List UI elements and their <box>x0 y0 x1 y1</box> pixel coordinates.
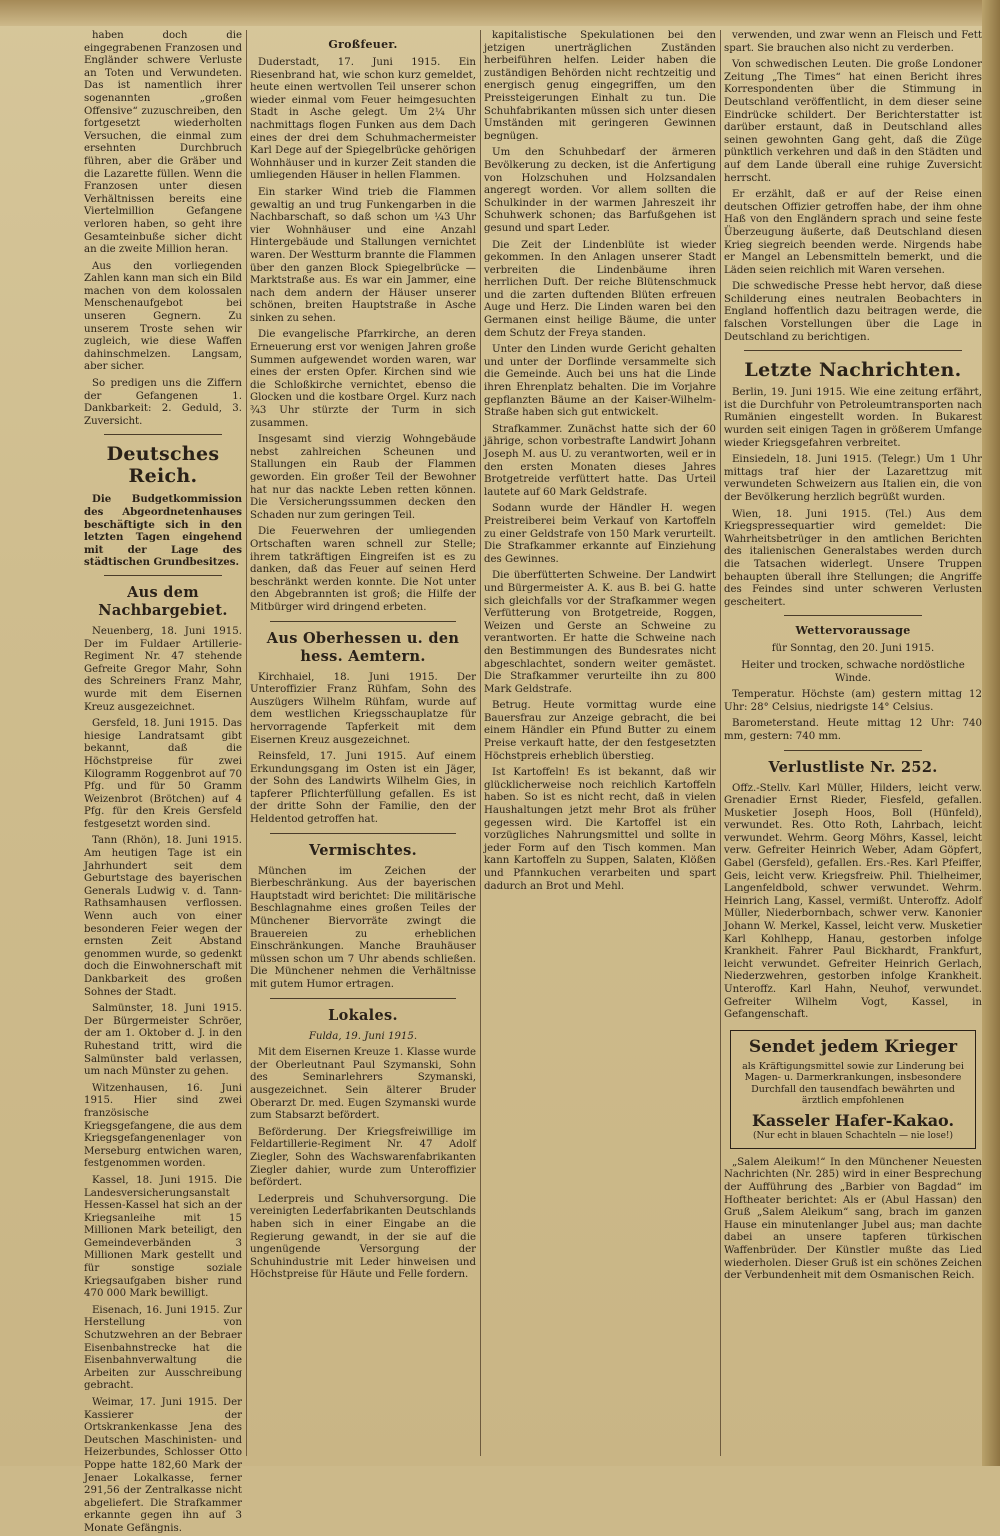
column-2 <box>250 30 476 1458</box>
divider <box>104 575 222 576</box>
column-3 <box>484 30 716 1458</box>
divider <box>744 350 962 351</box>
section-heading-lokales: Lokales. <box>328 1006 398 1024</box>
article-text: Die Feuerwehren der umliegenden Ortschaften waren schnell zur Stelle; ihrem tatkräftigen Eingreifen ist es zu danken, daß das Feuer auf seinen Herd beschränkt werden konnte. Die Not unter den Abgebrannten ist groß; die Hilfe der Mitbürger wird dringend erbeten. <box>250 526 476 613</box>
article-text: Die Zeit der Lindenblüte ist wieder gekommen. In den Anlagen unserer Stadt verbreiten die Lindenbäume ihren herrlichen Duft. Der reiche Blütenschmuck und die zarten duftenden Blüten erfreuen Auge und Herz. Die Linden waren bei den Germanen einst heilige Bäume, die unter dem Schutz der Freya standen. <box>484 239 716 339</box>
article-text: So predigen uns die Ziffern der Gefangenen 1. Dankbarkeit: 2. Geduld, 3. Zuversicht. <box>84 378 242 427</box>
dateline: Fulda, 19. Juni 1915. <box>308 1030 418 1042</box>
article-text: haben doch die eingegrabenen Franzosen und Engländer schwere Verluste an Toten und Verwundeten. Das ist namentlich ihrer sogenannten „großen Offensive“ zuzuschreiben, den fortgesetzt wiederholten Versuchen, die einmal zum ersehnten Durchbruch führen, aber die Gräber und die Lazarette füllen. Wenn die Franzosen unter diesen Verhältnissen bereits eine Viertelmillion Gefangene verloren haben, so geht ihre Gesamteinbuße sicher dicht an die zweite Million heran. <box>84 30 242 256</box>
section-heading-vermischtes: Vermischtes. <box>309 841 417 859</box>
advertisement-hafer-kakao <box>730 1030 976 1149</box>
article-text: kapitalistische Spekulationen bei den jetzigen unerträglichen Zuständen herbeiführen helfen. Leider haben die zuständigen Behörden nicht rechtzeitig und energisch genug eingegriffen, um den Preissteigerungen Einhalt zu tun. Die Schuhfabrikanten müssen sich unter diesen Umständen mit geringeren Gewinnen begnügen. <box>484 30 716 142</box>
section-heading-nachbargebiet: Aus dem Nachbargebiet. <box>98 583 228 619</box>
column-4 <box>724 30 982 1458</box>
article-text: Berlin, 19. Juni 1915. Wie eine zeitung erfährt, ist die Durchfuhr von Petroleumtransporten nach Rumänien eingestellt worden. In Bukarest wurden seit einigen Tagen in größerem Umfange wieder Kriegsgefahren verbreitet. <box>724 387 982 449</box>
article-text: Aus den vorliegenden Zahlen kann man sich ein Bild machen von dem kolossalen Menschenaufgebot bei unseren Gegnern. Zu unserem Troste sehen wir zugleich, wie diese Waffen dahinschmelzen. Langsam, aber sicher. <box>84 260 242 373</box>
ad-body: als Kräftigungsmittel sowie zur Linderung bei Magen- u. Darmerkrankungen, insbesondere Durchfall den tausendfach bewährten und ärztlich empfohlenen <box>742 1060 964 1107</box>
article-text: Kirchhaiel, 18. Juni 1915. Der Unteroffizier Franz Rühfam, Sohn des Auszügers Wilhelm Rühfam, wurde auf dem westlichen Kriegsschauplatze für hervorragende Tapferkeit mit dem Eisernen Kreuz ausgezeichnet. <box>250 671 476 746</box>
section-heading-deutsches-reich: Deutsches Reich. <box>106 443 220 488</box>
article-text: Tann (Rhön), 18. Juni 1915. Am heutigen Tage ist ein Jahrhundert seit dem Geburtstage des bayerischen Generals Ludwig v. d. Tann-Rathsamhausen verflossen. Wenn auch von einer besonderen Feier wegen der ernsten Zeit Abstand genommen wurde, so gedenkt doch die Einwohnerschaft mit Dankbarkeit des großen Sohnes der Stadt. <box>84 835 242 998</box>
article-text: „Salem Aleikum!“ In den Münchener Neuesten Nachrichten (Nr. 285) wird in einer Besprechung der Aufführung des „Barbier von Bagdad“ im Hoftheater berichtet: Als er (Abul Hassan) den Gruß „Salem Aleikum“ sang, brach im ganzen Hause ein minutenlanger Jubel aus; man dachte dabei an unsere tapferen türkischen Waffenbrüder. Der Künstler mußte das Lied wiederholen. Dieser Gruß ist ein schönes Zeichen der Verbundenheit mit dem Osmanischen Reich. <box>724 1156 982 1282</box>
weather-temperature: Temperatur. Höchste (am) gestern mittag 12 Uhr: 28° Celsius, niedrigste 14° Celsius. <box>724 689 982 713</box>
article-text: Von schwedischen Leuten. Die große Londoner Zeitung „The Times“ hat einen Bericht ihres Korrespondenten über die Stimmung in Deutschland veröffentlicht, in dem dieser seine Eindrücke schildert. Der Berichterstatter ist darüber erstaunt, daß in Deutschland alles seinen gewohnten Gang geht, daß die Züge pünktlich verkehren und daß in den Städten und auf dem Lande überall eine ruhige Zuversicht herrscht. <box>724 59 982 184</box>
article-text: Unter den Linden wurde Gericht gehalten und unter der Dorflinde versammelte sich die Gemeinde. Auch bei uns hat die Linde ihren Ehrenplatz behalten. Die im Vorjahre gepflanzten Bäume an der Kaiser-Wilhelm-Straße haben sich gut entwickelt. <box>484 344 716 419</box>
article-text: Ein starker Wind trieb die Flammen gewaltig an und trug Funkengarben in die Nachbarschaft, so daß schon um ¼3 Uhr vier Wohnhäuser und eine Anzahl Hintergebäude und Stallungen vernichtet waren. Der Westturm brannte die Flammen über den ganzen Block Spiegelbrücke — Marktstraße aus. Es war ein Jammer, eine nach dem andern der Häuser unserer schönen, breiten Hauptstraße in Asche sinken zu sehen. <box>250 186 476 324</box>
article-text: Witzenhausen, 16. Juni 1915. Hier sind zwei französische Kriegsgefangene, die aus dem Kriegsgefangenenlager von Merseburg entwichen waren, festgenommen worden. <box>84 1082 242 1170</box>
section-heading-grossfeuer: Großfeuer. <box>328 38 398 51</box>
article-text: Kassel, 18. Juni 1915. Die Landesversicherungsanstalt Hessen-Kassel hat sich an der Kriegsanleihe mit 15 Millionen Mark beteiligt, den Gemeindeverbänden 3 Millionen Mark gestellt und für sonstige soziale Kriegsaufgaben bisher rund 470 000 Mark bewilligt. <box>84 1174 242 1300</box>
article-text: Einsiedeln, 18. Juni 1915. (Telegr.) Um 1 Uhr mittags traf hier der Lazarettzug mit verwundeten Schweizern aus Italien ein, die von der Bevölkerung herzlich begrüßt wurden. <box>724 454 982 503</box>
column-rule <box>480 30 481 1456</box>
article-text: Insgesamt sind vierzig Wohngebäude nebst zahlreichen Scheunen und Stallungen ein Raub der Flammen geworden. Ein großer Teil der Bewohner hat nur das nackte Leben retten können. Die Versicherungssummen decken den Schaden nur zum geringen Teil. <box>250 434 476 521</box>
article-text: Er erzählt, daß er auf der Reise einen deutschen Offizier getroffen habe, der ihm ohne Haß von den Engländern sprach und seine feste Überzeugung äußerte, daß Deutschland diesen Krieg siegreich beenden werde. Nirgends habe er Mangel an Lebensmitteln bemerkt, und die Läden seien reichlich mit Waren versehen. <box>724 189 982 276</box>
page-edge-fold <box>982 0 1000 1466</box>
article-text: Die schwedische Presse hebt hervor, daß diese Schilderung eines neutralen Beobachters in England hoffentlich dazu beitragen werde, die falschen Vorstellungen über die Lage in Deutschland zu berichtigen. <box>724 281 982 343</box>
article-text: Salmünster, 18. Juni 1915. Der Bürgermeister Schröer, der am 1. Oktober d. J. in den Ruhestand tritt, wird die Salmünster bald verlassen, um nach Münster zu gehen. <box>84 1003 242 1078</box>
divider <box>784 615 922 616</box>
article-text: Die Budgetkommission des Abgeordnetenhauses beschäftigte sich in den letzten Tagen eingehend mit der Lage des städtischen Grundbesitzes. <box>84 493 242 569</box>
article-text: Um den Schuhbedarf der ärmeren Bevölkerung zu decken, ist die Anfertigung von Holzschuhen und Holzsandalen angeregt worden. Vor allem sollten die Schulkinder in der warmen Jahreszeit ihr Schuhwerk schonen; das Barfußgehen ist gesund und spart Leder. <box>484 147 716 234</box>
article-text: Betrug. Heute vormittag wurde eine Bauersfrau zur Anzeige gebracht, die bei einem Händler ein Pfund Butter zu einem Preise verkauft hatte, der den festgesetzten Höchstpreis erheblich überstieg. <box>484 700 716 762</box>
article-text: Neuenberg, 18. Juni 1915. Der im Fuldaer Artillerie-Regiment Nr. 47 stehende Gefreite Gregor Mahr, Sohn des Schreiners Franz Mahr, wurde mit dem Eisernen Kreuz ausgezeichnet. <box>84 625 242 713</box>
article-text: Die überfütterten Schweine. Der Landwirt und Bürgermeister A. K. aus B. bei G. hatte sich gleichfalls vor der Strafkammer wegen Verfütterung von Brotgetreide, Roggen, Weizen und Gerste an Schweine zu verantworten. Er hatte die Schweine nach den Bestimmungen des Bundesrates nicht abgeschlachtet, sondern weiter gemästet. Die Strafkammer verurteilte ihn zu 800 Mark Geldstrafe. <box>484 570 716 695</box>
column-rule <box>720 30 721 1456</box>
article-text: Sodann wurde der Händler H. wegen Preistreiberei beim Verkauf von Kartoffeln zu einer Geldstrafe von 150 Mark verurteilt. Die Strafkammer erkannte auf Einziehung des Gewinnes. <box>484 503 716 565</box>
section-heading-letzte-nachrichten: Letzte Nachrichten. <box>744 359 962 382</box>
article-text: Lederpreis und Schuhversorgung. Die vereinigten Lederfabrikanten Deutschlands haben sich in einer Eingabe an die Regierung gewandt, in der sie auf die ungenügende Versorgung der Schuhindustrie mit Leder hinweisen und Höchstpreise für Häute und Felle fordern. <box>250 1193 476 1281</box>
article-text: Reinsfeld, 17. Juni 1915. Auf einem Erkundungsgang im Osten ist ein Jäger, der Sohn des Landwirts Wilhelm Gies, in tapferer Pflichterfüllung gefallen. Es ist der dritte Sohn der Familie, den der Heldentod getroffen hat. <box>250 751 476 826</box>
weather-barometer: Barometerstand. Heute mittag 12 Uhr: 740 mm, gestern: 740 mm. <box>724 718 982 742</box>
article-text: Gersfeld, 18. Juni 1915. Das hiesige Landratsamt gibt bekannt, daß die Höchstpreise für zwei Kilogramm Roggenbrot auf 70 Pfg. und für 50 Gramm Weizenbrot (Brötchen) auf 4 Pfg. für den Kreis Gersfeld festgesetzt worden sind. <box>84 718 242 830</box>
article-text: Mit dem Eisernen Kreuze 1. Klasse wurde der Oberleutnant Paul Szymanski, Sohn des Seminarlehrers Szymanski, ausgezeichnet. Sein älterer Bruder Oberarzt Dr. med. Eugen Szymanski wurde zum Stabsarzt befördert. <box>250 1047 476 1122</box>
section-heading-verlustliste: Verlustliste Nr. 252. <box>768 758 938 776</box>
divider <box>104 434 222 435</box>
casualty-list: Offz.-Stellv. Karl Müller, Hilders, leicht verw. Grenadier Ernst Rieder, Fiesfeld, gefallen. Musketier Joseph Hoos, Boll (Hünfeld), verwundet. Res. Otto Roth, Lahrbach, leicht verwundet. Wehrm. Georg Möhrs, Kassel, leicht verw. Gefreiter Heinrich Weber, Adam Göpfert, Gabel (Gersfeld), gefallen. Ers.-Res. Karl Pfeiffer, Geis, leicht verw. Kriegsfreiw. Phil. Thielheimer, Langenfeldbold, schwer verwundet. Wehrm. Heinrich Lang, Kassel, vermißt. Unteroffz. Adolf Müller, Niederbornbach, schwer verw. Kanonier Johann W. Merkel, Kassel, leicht verw. Musketier Karl Kohlhepp, Hanau, gestorben infolge Krankheit. Fahrer Paul Bickhardt, Frankfurt, leicht verwundet. Gefreiter Heinrich Gerlach, Niederzwehren, gestorben infolge Krankheit. Unteroffz. Karl Hahn, Neuhof, verwundet. Gefreiter Wilhelm Vogt, Kassel, in Gefangenschaft. <box>724 782 982 1021</box>
article-text: Duderstadt, 17. Juni 1915. Ein Riesenbrand hat, wie schon kurz gemeldet, heute einen wertvollen Teil unserer schon wieder einmal vom Feuer heimgesuchten Stadt in Asche gelegt. Um 2¼ Uhr nachmittags flogen Funken aus dem Dach eines der drei dem Schuhmachermeister Karl Dege auf der Spiegelbrücke gehörigen Wohnhäuser und in kurzer Zeit standen die umliegenden Häuser in hellen Flammen. <box>250 57 476 182</box>
article-text: Wien, 18. Juni 1915. (Tel.) Aus dem Kriegspressequartier wird gemeldet: Die Wahrheitsbetrüger in den amtlichen Berichten des italienischen Generalstabes werden durch die Tatsachen widerlegt. Unsere Truppen behaupten überall ihre Stellungen; die Angriffe des Feindes sind unter schweren Verlusten gescheitert. <box>724 508 982 608</box>
article-text: Ist Kartoffeln! Es ist bekannt, daß wir glücklicherweise noch reichlich Kartoffeln haben. So ist es nicht recht, daß in vielen Haushaltungen jetzt mehr Brot als früher gegessen wird. Die Kartoffel ist ein vorzügliches Nahrungsmittel und sollte in jeder Form auf den Tisch kommen. Man kann Kartoffeln zu Suppen, Salaten, Klößen und Pfannkuchen verarbeiten und spart dadurch an Brot und Mehl. <box>484 767 716 892</box>
ad-note: (Nur echt in blauen Schachteln — nie lose!) <box>752 1130 954 1141</box>
article-text: Die evangelische Pfarrkirche, an deren Erneuerung erst vor wenigen Jahren große Summen aufgewendet worden waren, war eines der ersten Opfer. Kirchen sind wie die Schloßkirche vernichtet, ebenso die Glocken und die kostbare Orgel. Kurz nach ¾3 Uhr stürzte der Turm in sich zusammen. <box>250 329 476 429</box>
column-rule <box>246 30 247 1456</box>
section-heading-wetter: Wettervoraussage <box>795 624 911 638</box>
divider <box>270 833 456 834</box>
top-edge-shadow <box>0 0 1000 26</box>
article-text: Strafkammer. Zunächst hatte sich der 60 jährige, schon vorbestrafte Landwirt Johann Joseph M. aus U. zu verantworten, weil er in den ersten Monaten dieses Jahres Brotgetreide verfüttert hatte. Das Urteil lautete auf 60 Mark Geldstrafe. <box>484 423 716 498</box>
ad-product: Kasseler Hafer-Kakao. <box>751 1110 955 1130</box>
weather-forecast: Heiter und trocken, schwache nordöstliche Winde. <box>741 659 965 684</box>
article-text: verwenden, und zwar wenn an Fleisch und Fett spart. Sie brauchen also nicht zu verderben. <box>724 30 982 54</box>
article-text: Weimar, 17. Juni 1915. Der Kassierer der Ortskrankenkasse Jena des Deutschen Maschinisten- und Heizerbundes, Schlosser Otto Poppe hatte 182,60 Mark der Jenaer Lokalkasse, ferner 291,56 der Zentralkasse nicht abgeliefert. Die Strafkammer erkannte gegen ihn auf 3 Monate Gefängnis. <box>84 1397 242 1534</box>
article-text: München im Zeichen der Bierbeschränkung. Aus der bayerischen Hauptstadt wird berichtet: Die militärische Beschlagnahme eines großen Teiles der Münchener Biervorräte zwingt die Brauereien zu erheblichen Einschränkungen. Manche Brauhäuser müssen schon um 7 Uhr abends schließen. Die Münchener nehmen die Verhältnisse mit gutem Humor ertragen. <box>250 865 476 990</box>
ad-headline: Sendet jedem Krieger <box>748 1036 958 1057</box>
weather-date: für Sonntag, den 20. Juni 1915. <box>771 643 935 655</box>
divider <box>270 621 456 622</box>
section-heading-oberhessen: Aus Oberhessen u. den hess. Aemtern. <box>266 629 460 665</box>
column-1 <box>84 30 242 1534</box>
article-text: Eisenach, 16. Juni 1915. Zur Herstellung von Schutzwehren an der Bebraer Eisenbahnstrecke hat die Eisenbahnverwaltung die Arbeiten zur Ausschreibung gebracht. <box>84 1304 242 1392</box>
divider <box>270 998 456 999</box>
divider <box>784 750 922 751</box>
article-text: Beförderung. Der Kriegsfreiwillige im Feldartillerie-Regiment Nr. 47 Adolf Ziegler, Sohn des Wachswarenfabrikanten Ziegler dahier, wurde zum Unteroffizier befördert. <box>250 1126 476 1189</box>
